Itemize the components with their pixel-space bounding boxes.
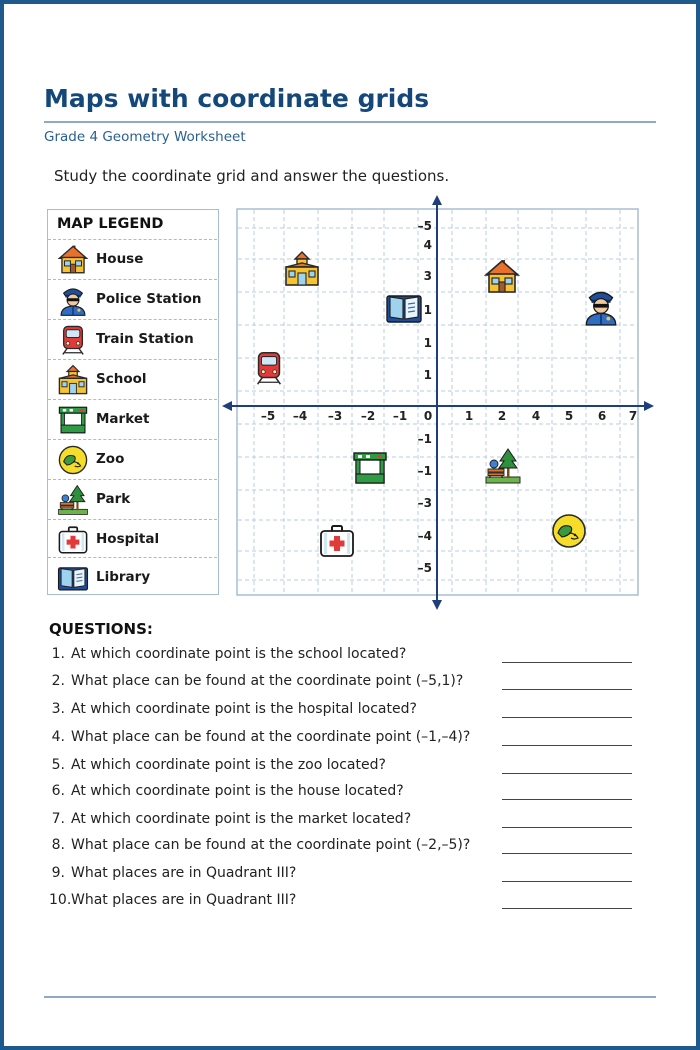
- question-text: At which coordinate point is the hospital located?: [71, 701, 417, 717]
- page-title: Maps with coordinate grids: [44, 84, 430, 113]
- legend-label: School: [96, 371, 147, 387]
- x-tick-label: –4: [292, 409, 308, 423]
- x-tick-label: 6: [597, 409, 607, 423]
- x-tick-label: 0: [423, 409, 433, 423]
- x-tick-label: –3: [327, 409, 343, 423]
- question-text: What places are in Quadrant III?: [71, 892, 297, 908]
- zoo-icon: [553, 515, 585, 547]
- x-axis-right-arrow: [644, 401, 654, 411]
- x-tick-label: 1: [464, 409, 474, 423]
- legend-label: Zoo: [96, 451, 125, 467]
- question-text: What place can be found at the coordinate point (–2,–5)?: [71, 837, 471, 853]
- market-stall-icon: [354, 453, 386, 483]
- question-number: 3.: [51, 701, 65, 717]
- first-aid-kit-icon: [321, 526, 353, 556]
- y-tick-label: –3: [417, 496, 432, 510]
- legend-label: Police Station: [96, 291, 202, 307]
- y-tick-label: 1: [423, 336, 432, 350]
- book-icon: [387, 296, 421, 322]
- question-item: [49, 865, 639, 887]
- question-number: 1.: [51, 646, 65, 662]
- footer-divider: [44, 996, 656, 998]
- question-text: At which coordinate point is the market located?: [71, 811, 412, 827]
- question-number: 5.: [51, 757, 65, 773]
- x-tick-label: –2: [360, 409, 376, 423]
- question-number: 10.: [49, 892, 72, 908]
- answer-line[interactable]: [502, 662, 632, 663]
- answer-line[interactable]: [502, 853, 632, 854]
- question-text: What place can be found at the coordinate point (–1,–4)?: [71, 729, 471, 745]
- question-text: What places are in Quadrant III?: [71, 865, 297, 881]
- y-tick-label: –5: [417, 561, 432, 575]
- answer-line[interactable]: [502, 908, 632, 909]
- legend-title: MAP LEGEND: [57, 216, 164, 232]
- y-tick-label: –4: [417, 529, 432, 543]
- question-item: [49, 811, 639, 833]
- y-tick-label: –1: [417, 432, 432, 446]
- legend-label: Library: [96, 569, 151, 585]
- answer-line[interactable]: [502, 799, 632, 800]
- legend-label: Market: [96, 411, 150, 427]
- question-text: What place can be found at the coordinate point (–5,1)?: [71, 673, 464, 689]
- x-axis-left-arrow: [222, 401, 232, 411]
- question-text: At which coordinate point is the house located?: [71, 783, 404, 799]
- answer-line[interactable]: [502, 881, 632, 882]
- answer-line[interactable]: [502, 827, 632, 828]
- x-tick-label: 7: [628, 409, 638, 423]
- legend-label: Park: [96, 491, 131, 507]
- y-tick-label: –1: [417, 464, 432, 478]
- question-number: 4.: [51, 729, 65, 745]
- x-tick-label: 5: [564, 409, 574, 423]
- x-tick-label: –5: [260, 409, 276, 423]
- answer-line[interactable]: [502, 689, 632, 690]
- question-item: [49, 646, 639, 668]
- y-tick-label: 1: [423, 303, 432, 317]
- y-tick-label: 1: [423, 368, 432, 382]
- question-text: At which coordinate point is the school located?: [71, 646, 407, 662]
- answer-line[interactable]: [502, 745, 632, 746]
- question-item: [49, 673, 639, 695]
- question-number: 6.: [51, 783, 65, 799]
- page-subtitle: Grade 4 Geometry Worksheet: [44, 129, 246, 145]
- question-number: 9.: [51, 865, 65, 881]
- y-axis-bottom-arrow: [432, 600, 442, 610]
- question-item: [49, 783, 639, 805]
- answer-line[interactable]: [502, 717, 632, 718]
- x-tick-label: 2: [497, 409, 507, 423]
- question-item: [49, 757, 639, 779]
- questions-heading: QUESTIONS:: [49, 620, 153, 638]
- legend-label: House: [96, 251, 144, 267]
- question-item: [49, 892, 639, 914]
- y-tick-label: –5: [417, 219, 432, 233]
- question-item: [49, 701, 639, 723]
- y-tick-label: 4: [423, 238, 432, 252]
- legend-label: Train Station: [96, 331, 194, 347]
- legend-label: Hospital: [96, 531, 160, 547]
- answer-line[interactable]: [502, 773, 632, 774]
- question-number: 8.: [51, 837, 65, 853]
- x-tick-label: –1: [392, 409, 408, 423]
- question-item: [49, 729, 639, 751]
- y-axis-top-arrow: [432, 195, 442, 205]
- y-tick-label: 3: [423, 269, 432, 283]
- question-number: 7.: [51, 811, 65, 827]
- question-item: [49, 837, 639, 859]
- question-text: At which coordinate point is the zoo located?: [71, 757, 386, 773]
- instructions-text: Study the coordinate grid and answer the questions.: [54, 167, 450, 185]
- question-number: 2.: [51, 673, 65, 689]
- x-tick-label: 4: [531, 409, 541, 423]
